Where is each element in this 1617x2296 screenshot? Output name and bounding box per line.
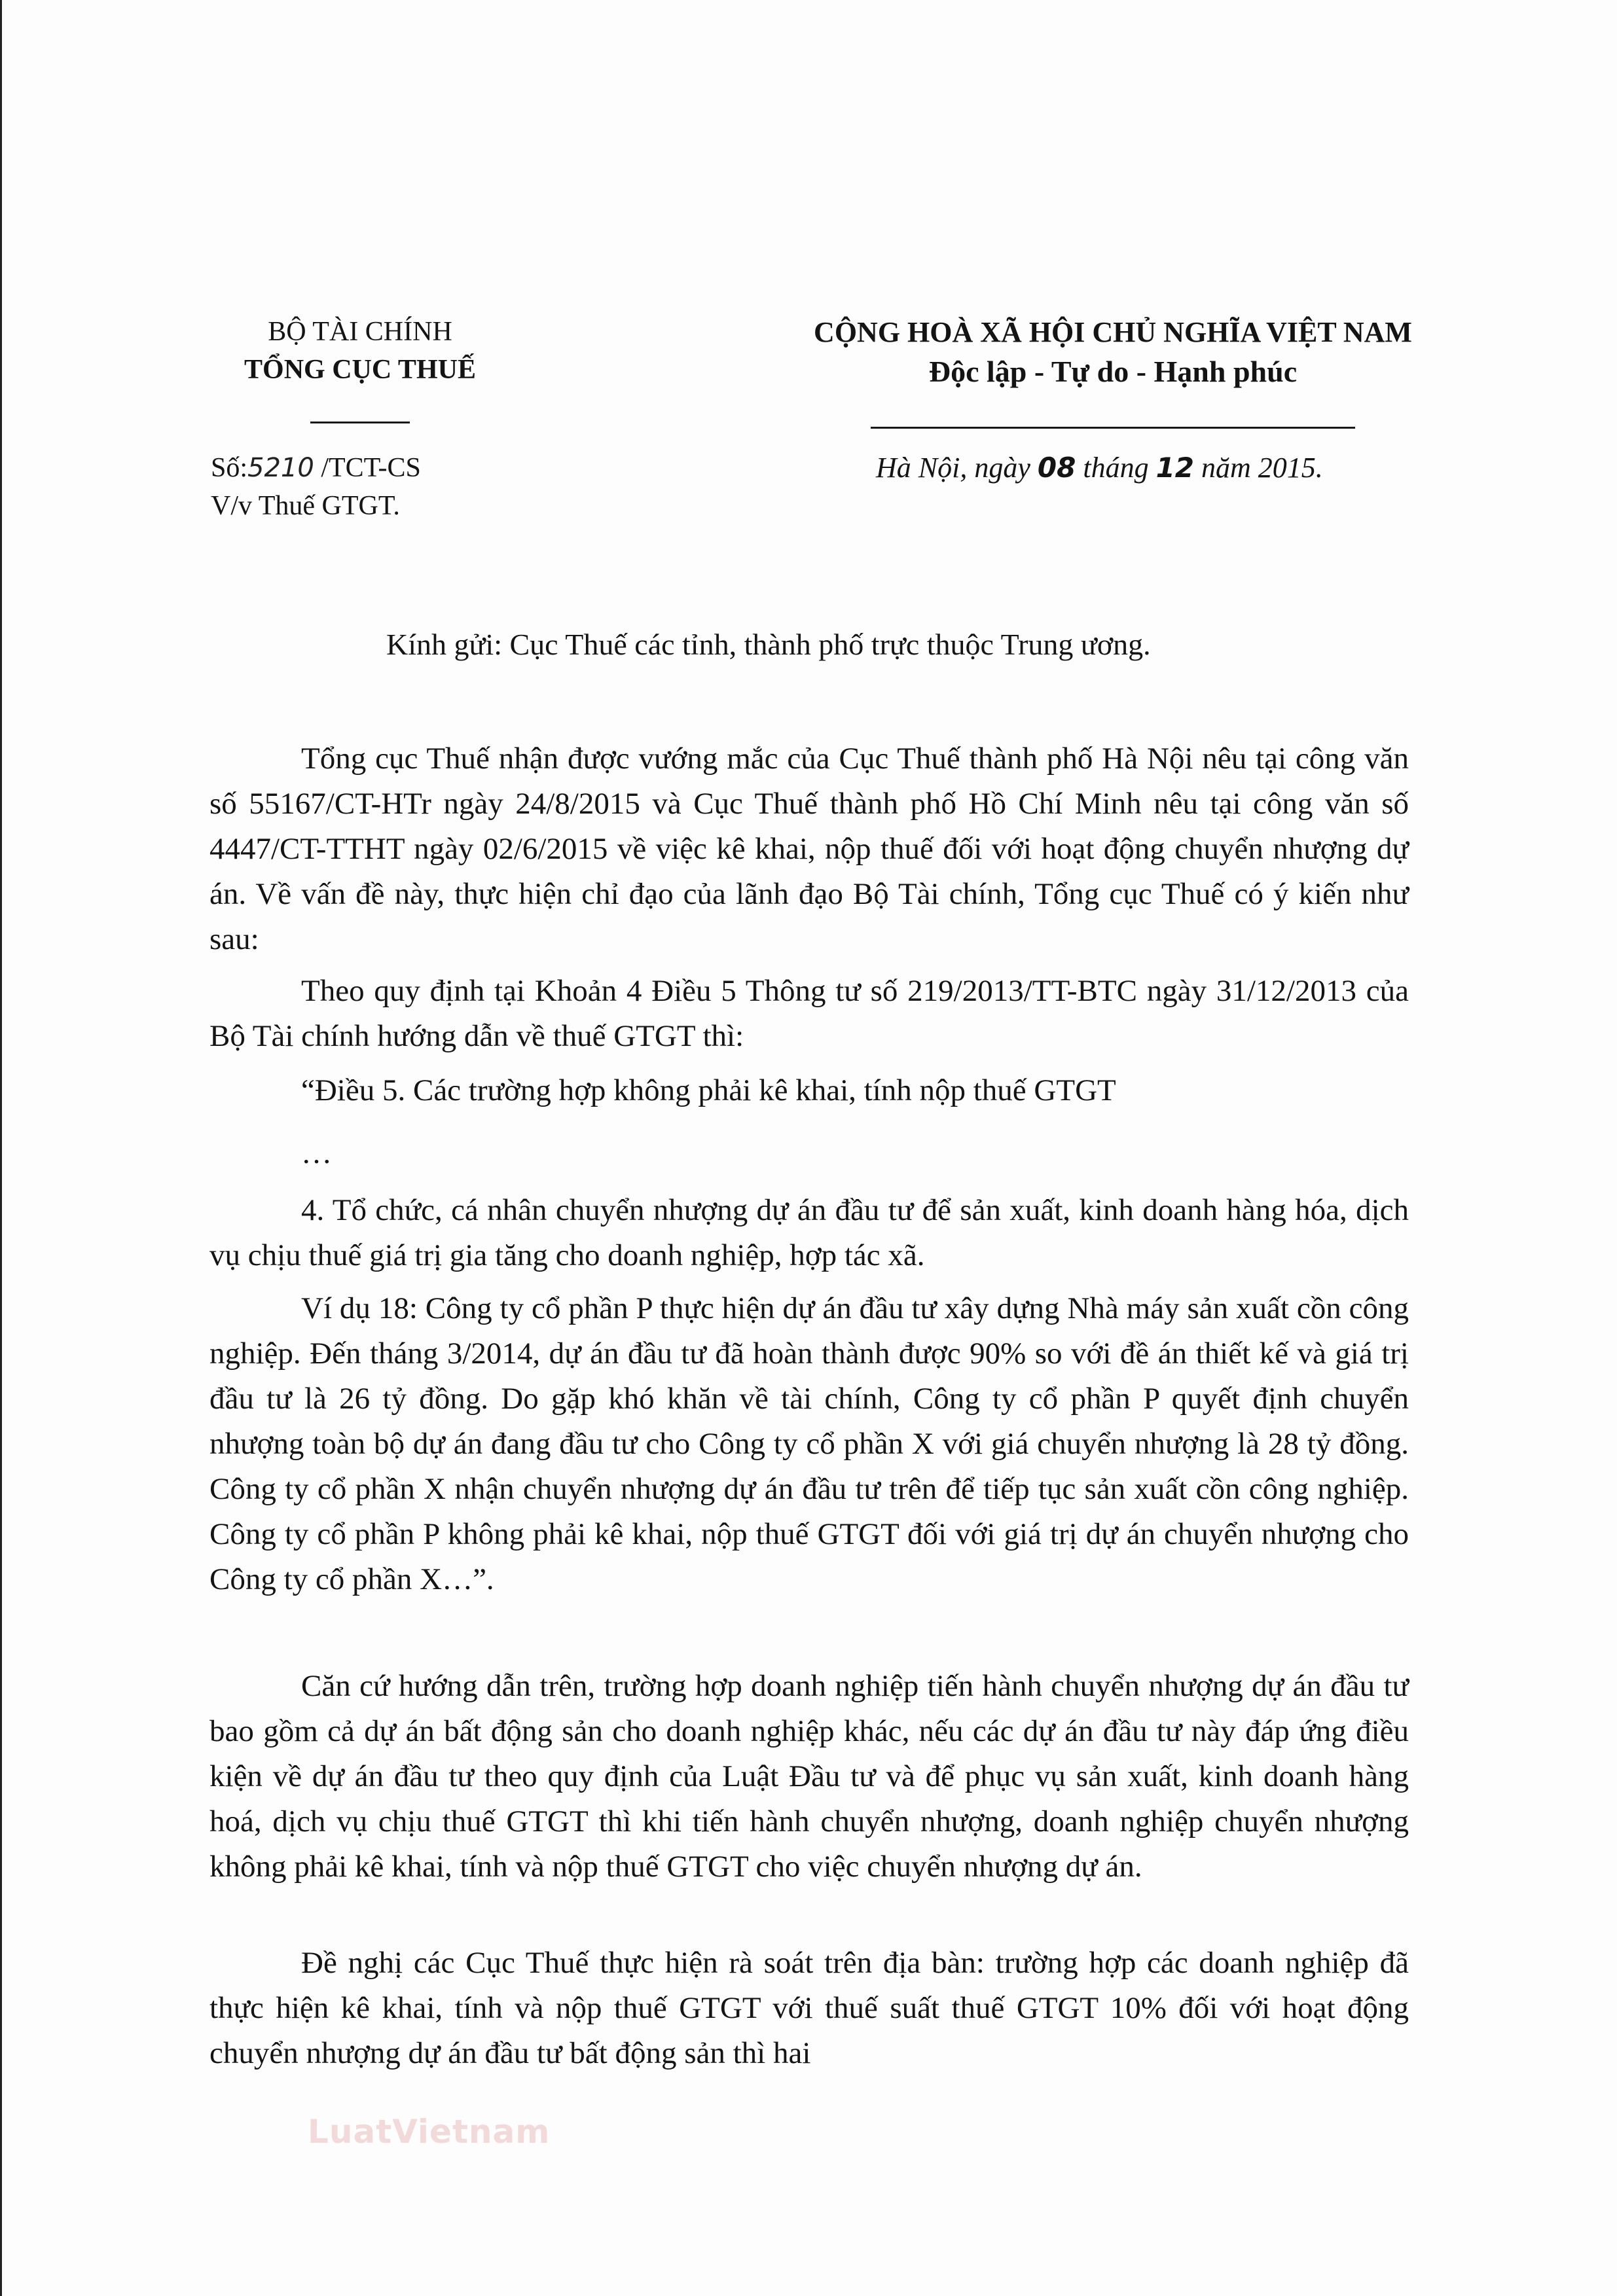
paragraph-text: Ví dụ 18: Công ty cổ phần P thực hiện dự án đầu tư xây dựng Nhà máy sản xuất cồn công nghiệp. Đến tháng 3/2014, dự án đầu tư đã hoàn thành được 90% so với đề án thiết kế và giá trị đầu tư là 26 tỷ đồng. Do gặp khó khăn về tài chính, Công ty cổ phần P quyết định chuyển nhượng toàn bộ dự án đang đầu tư cho Công ty cổ phần X với giá chuyển nhượng là 28 tỷ đồng. Công ty cổ phần X nhận chuyển nhượng dự án đầu tư trên để tiếp tục sản xuất cồn công nghiệp. Công ty cổ phần P không phải kê khai, nộp thuế GTGT đối với giá trị dự án chuyển nhượng cho Công ty cổ phần X…”. <box>209 1291 1409 1596</box>
issuer-block <box>196 313 524 389</box>
motto-underline <box>871 427 1355 429</box>
paragraph-text: Tổng cục Thuế nhận được vướng mắc của Cục Thuế thành phố Hà Nội nêu tại công văn số 55167/CT-HTr ngày 24/8/2015 và Cục Thuế thành phố Hồ Chí Minh nêu tại công văn số 4447/CT-TTHT ngày 02/6/2015 về việc kê khai, nộp thuế đối với hoạt động chuyển nhượng dự án. Về vấn đề này, thực hiện chỉ đạo của lãnh đạo Bộ Tài chính, Tổng cục Thuế có ý kiến như sau: <box>209 742 1409 956</box>
watermark-logo: LuatVietnam <box>308 2113 551 2151</box>
number-handwritten: 5210 <box>247 453 314 483</box>
paragraph-legal-basis <box>209 969 1409 1059</box>
paragraph-example <box>209 1286 1409 1602</box>
document-subject: V/v Thuế GTGT. <box>211 491 400 521</box>
scan-edge <box>0 0 2 2296</box>
issue-date <box>876 449 1323 487</box>
paragraph-text: Căn cứ hướng dẫn trên, trường hợp doanh nghiệp tiến hành chuyển nhượng dự án đầu tư bao gồm cả dự án bất động sản cho doanh nghiệp khác, nếu các dự án đầu tư này đáp ứng điều kiện về dự án đầu tư theo quy định của Luật Đầu tư và để phục vụ sản xuất, kinh doanh hàng hoá, dịch vụ chịu thuế GTGT thì khi tiến hành chuyển nhượng, doanh nghiệp chuyển nhượng không phải kê khai, tính và nộp thuế GTGT cho việc chuyển nhượng dự án. <box>209 1669 1409 1884</box>
reference-block <box>211 449 421 525</box>
national-motto: Độc lập - Tự do - Hạnh phúc <box>928 355 1298 388</box>
republic-title: CỘNG HOÀ XÃ HỘI CHỦ NGHĨA VIỆT NAM <box>814 316 1412 348</box>
document-number <box>211 449 421 487</box>
department-name: TỔNG CỤC THUẾ <box>244 355 476 385</box>
number-label: Số: <box>211 453 248 483</box>
paragraph-text: “Điều 5. Các trường hợp không phải kê khai, tính nộp thuế GTGT <box>301 1073 1116 1107</box>
recipient-line: Kính gửi: Cục Thuế các tỉnh, thành phố trực thuộc Trung ương. <box>386 628 1151 661</box>
issuer-underline <box>310 422 410 423</box>
paragraph-text: Đề nghị các Cục Thuế thực hiện rà soát trên địa bàn: trường hợp các doanh nghiệp đã thực hiện kê khai, tính và nộp thuế GTGT với thuế suất thuế GTGT 10% đối với hoạt động chuyển nhượng dự án đầu tư bất động sản thì hai <box>209 1946 1409 2070</box>
paragraph-quote-clause <box>209 1188 1409 1278</box>
number-suffix: /TCT-CS <box>321 453 421 483</box>
date-month: 12 <box>1155 452 1195 484</box>
date-year: năm 2015. <box>1201 452 1323 484</box>
paragraph-intro <box>209 736 1409 962</box>
ministry-name: BỘ TÀI CHÍNH <box>268 317 452 347</box>
date-prefix: Hà Nội, ngày <box>876 452 1030 484</box>
paragraph-text: Theo quy định tại Khoản 4 Điều 5 Thông tư số 219/2013/TT-BTC ngày 31/12/2013 của Bộ Tài chính hướng dẫn về thuế GTGT thì: <box>209 974 1409 1053</box>
paragraph-text: 4. Tổ chức, cá nhân chuyển nhượng dự án đầu tư để sản xuất, kinh doanh hàng hóa, dịch vụ chịu thuế giá trị gia tăng cho doanh nghiệp, hợp tác xã. <box>209 1193 1409 1272</box>
paragraph-ellipsis <box>209 1131 1409 1176</box>
paragraph-request <box>209 1941 1409 2076</box>
paragraph-text: … <box>301 1136 332 1170</box>
paragraph-quote-article <box>209 1068 1409 1113</box>
date-day: 08 <box>1037 452 1076 484</box>
national-header <box>753 313 1473 391</box>
paragraph-guidance <box>209 1664 1409 1890</box>
date-month-label: tháng <box>1083 452 1149 484</box>
